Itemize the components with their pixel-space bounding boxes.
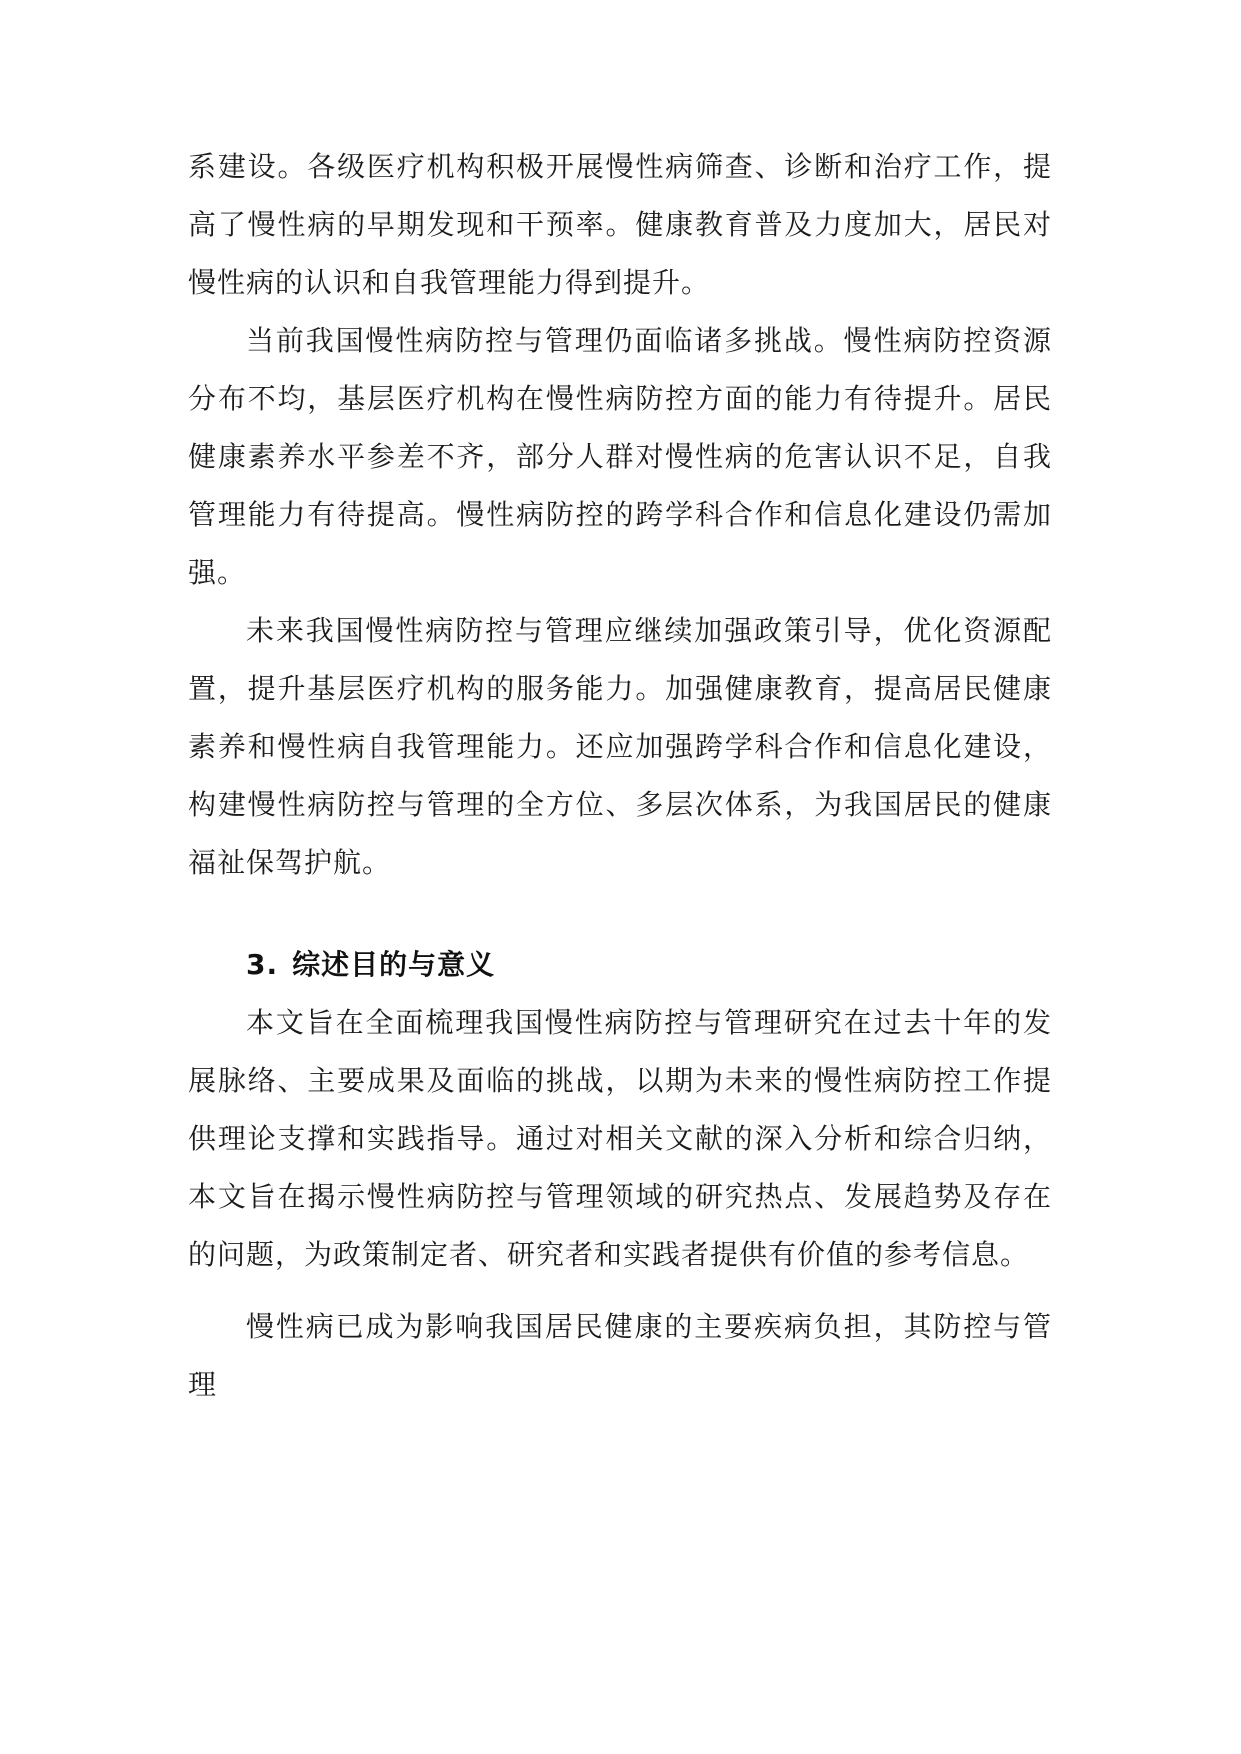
section-heading — [188, 936, 1052, 994]
paragraph-chronic-disease-burden: 慢性病已成为影响我国居民健康的主要疾病负担，其防控与管理 — [188, 1310, 1052, 1401]
section-number: 3. — [246, 948, 279, 981]
section-title: 综述目的与意义 — [292, 948, 496, 981]
document-body — [188, 138, 1052, 1414]
paragraph-future-directions: 未来我国慢性病防控与管理应继续加强政策引导，优化资源配置，提升基层医疗机构的服务能力。加强健康教育，提高居民健康素养和慢性病自我管理能力。还应加强跨学科合作和信息化建设，构建慢性病防控与管理的全方位、多层次体系，为我国居民的健康福祉保驾护航。 — [188, 614, 1052, 879]
paragraph-continuation: 系建设。各级医疗机构积极开展慢性病筛查、诊断和治疗工作，提高了慢性病的早期发现和干预率。健康教育普及力度加大，居民对慢性病的认识和自我管理能力得到提升。 — [188, 150, 1052, 299]
paragraph-current-challenges: 当前我国慢性病防控与管理仍面临诸多挑战。慢性病防控资源分布不均，基层医疗机构在慢性病防控方面的能力有待提升。居民健康素养水平参差不齐，部分人群对慢性病的危害认识不足，自我管理能力有待提高。慢性病防控的跨学科合作和信息化建设仍需加强。 — [188, 324, 1052, 589]
paragraph-review-purpose: 本文旨在全面梳理我国慢性病防控与管理研究在过去十年的发展脉络、主要成果及面临的挑战，以期为未来的慢性病防控工作提供理论支撑和实践指导。通过对相关文献的深入分析和综合归纳，本文旨在揭示慢性病防控与管理领域的研究热点、发展趋势及存在的问题，为政策制定者、研究者和实践者提供有价值的参考信息。 — [188, 1006, 1052, 1271]
